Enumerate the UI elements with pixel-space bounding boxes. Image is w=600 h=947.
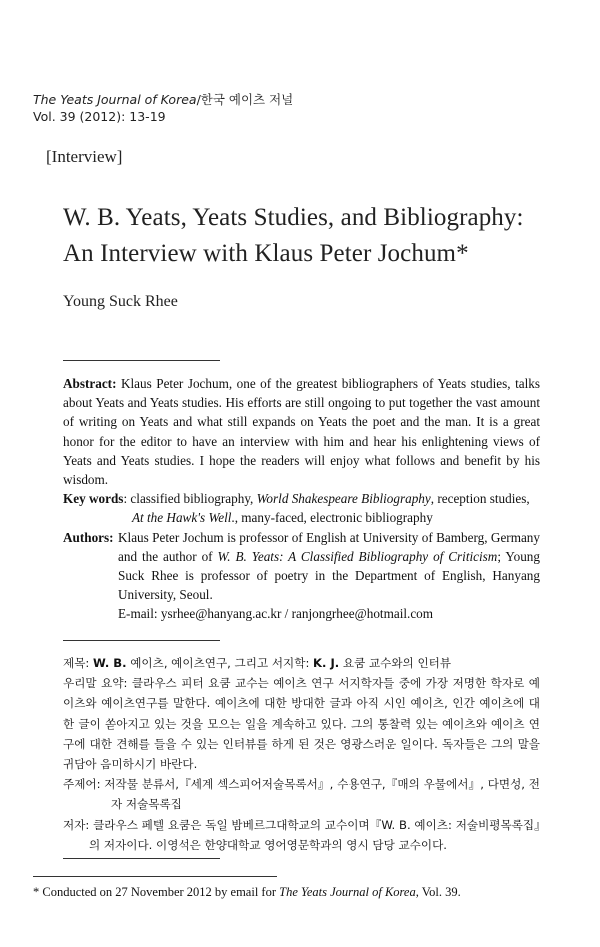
keywords-line	[63, 489, 540, 508]
korean-authors: 저자: 클라우스 페텔 요쿰은 독일 밤베르그대학교의 교수이며『W. B. 예이츠: 저술비평목록집』의 저자이다. 이영석은 한양대학교 영어영문학과의 영시 담당 교수이다.	[63, 817, 540, 852]
korean-title-text: 요쿰 교수와의 인터뷰	[339, 656, 452, 670]
volume-line: Vol. 39 (2012): 13-19	[33, 109, 166, 124]
korean-title-bold: K. J.	[313, 656, 340, 670]
divider-middle	[63, 640, 220, 641]
keyword-text: classified bibliography,	[130, 491, 257, 507]
korean-summary-block	[63, 653, 540, 855]
korean-summary: 우리말 요약: 클라우스 피터 요쿰 교수는 예이츠 연구 서지학자들 중에 가장 저명한 학자로 예이츠와 예이츠연구를 말한다. 예이츠에 대한 방대한 글과 아직 시인 예이츠, 인간 예이츠에 대한 글이 쏟아지고 있는 것을 모으는 일을 계속하고 있다. 그의 통찰력 있는 예이츠와 예이츠 연구에 대한 견해를 들을 수 있는 인터뷰를 하게 된 것은 영광스러운 일이다. 독자들은 그의 말을 귀담아 음미하시기 바란다.	[63, 676, 540, 772]
keywords-sep: :	[123, 491, 131, 507]
authors-email: E-mail: ysrhee@hanyang.ac.kr / ranjongrhee@hotmail.com	[118, 606, 434, 622]
footnote-text: , Vol. 39.	[415, 885, 461, 899]
authors-block	[63, 528, 540, 624]
journal-title-line	[33, 91, 293, 108]
footnote-text: * Conducted on 27 November 2012 by email for	[33, 885, 280, 899]
journal-name-korean: /한국 예이츠 저널	[196, 92, 294, 107]
title-line-2: An Interview with Klaus Peter Jochum*	[63, 240, 469, 267]
abstract-label: Abstract:	[63, 376, 117, 391]
title-line-1: W. B. Yeats, Yeats Studies, and Bibliography:	[63, 204, 524, 231]
authors-book-title: W. B. Yeats: A Classified Bibliography of Criticism	[217, 548, 498, 564]
author-name: Young Suck Rhee	[63, 293, 178, 310]
footnote	[33, 885, 461, 900]
divider-bottom	[63, 858, 220, 859]
keyword-text: ., many-faced, electronic bibliography	[231, 510, 433, 526]
abstract-block	[63, 374, 540, 624]
keyword-italic: World Shakespeare Bibliography	[256, 491, 431, 507]
keywords-label: Key words	[63, 491, 124, 507]
abstract-paragraph	[63, 374, 540, 489]
authors-text-part: Klaus Peter Jochum is professor of English at University of Bamberg, Germany and the author of	[118, 529, 540, 564]
article-title	[63, 200, 583, 272]
keywords-line-2	[63, 508, 540, 527]
abstract-text: Klaus Peter Jochum, one of the greatest bibliographers of Yeats studies, talks about Yeats and Yeats studies. His efforts are still ongoing to put together the vast amount of writing on Yeats and what still expands on Yeats the poet and the man. It is a great honor for the editor to have an interview with him and hear his enlightening views of Yeats and Yeats studies. I hope the readers will enjoy what follows and benefit by his wisdom.	[63, 376, 540, 488]
journal-name: The Yeats Journal of Korea	[33, 92, 197, 107]
footnote-divider	[33, 876, 277, 877]
korean-keywords: 주제어: 저작물 분류서,『세계 섹스피어저술목록서』, 수용연구,『매의 우물에서』, 다면성, 전자 저술목록집	[63, 777, 540, 812]
korean-title	[63, 653, 540, 673]
footnote-journal: The Yeats Journal of Korea	[279, 885, 416, 899]
korean-title-label: 제목:	[63, 656, 93, 670]
authors-text	[118, 528, 540, 624]
keyword-text: , reception studies,	[430, 491, 530, 507]
korean-title-bold: W. B.	[93, 656, 127, 670]
keyword-italic: At the Hawk's Well	[132, 510, 232, 526]
journal-header	[33, 91, 293, 125]
korean-title-text: 예이츠, 예이츠연구, 그리고 서지학:	[126, 656, 314, 670]
authors-text-part: ; Young Suck Rhee is professor of poetry in the Department of English, Hanyang University, Seoul.	[118, 548, 540, 603]
divider-top	[63, 360, 220, 361]
section-label: [Interview]	[46, 147, 123, 166]
authors-label: Authors:	[63, 529, 114, 545]
